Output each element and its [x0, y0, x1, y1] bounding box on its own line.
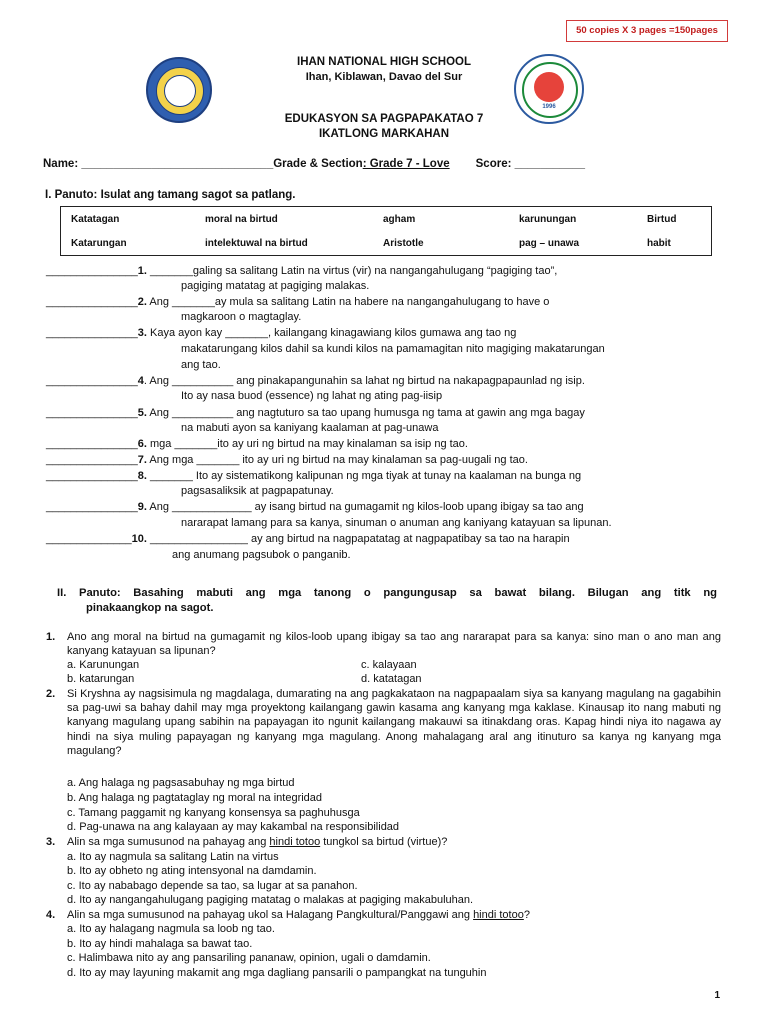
- word-bank-cell: agham: [383, 213, 416, 225]
- item-number: 9.: [137, 501, 147, 513]
- option-c[interactable]: c. Halimbawa nito ay ang pansariling pananaw, opinion, ugali o damdamin.: [67, 952, 431, 964]
- item-continuation: pagiging matatag at pagiging malakas.: [181, 280, 370, 292]
- item-text: mga _______ito ay uri ng birtud na may kinalaman sa isip ng tao.: [146, 438, 468, 450]
- school-address: Ihan, Kiblawan, Davao del Sur: [305, 71, 463, 83]
- option-c[interactable]: c. Ito ay nababago depende sa tao, sa lugar at sa panahon.: [67, 880, 358, 892]
- item-continuation: ang anumang pagsubok o panganib.: [172, 549, 351, 561]
- item-continuation: pagsasaliksik at pagpapatunay.: [181, 485, 334, 497]
- name-row: [43, 158, 585, 170]
- copies-note: 50 copies X 3 pages =150pages: [566, 20, 728, 42]
- fill-item-4: [46, 374, 585, 390]
- item-text: ________________ ay ang birtud na nagpapatatag at nagpapatibay sa tao na harapin: [146, 533, 570, 545]
- answer-blank[interactable]: _______________: [46, 501, 138, 513]
- fill-item-8: [46, 469, 581, 485]
- word-bank-cell: Katatagan: [71, 213, 120, 225]
- answer-blank[interactable]: _______________: [46, 407, 138, 419]
- item-number: 2.: [137, 296, 147, 308]
- score-field[interactable]: Score: ___________: [475, 158, 585, 170]
- page-number: 1: [714, 990, 720, 1001]
- fill-item-1: [46, 264, 557, 280]
- question-number: 2.: [46, 688, 56, 700]
- option-b[interactable]: b. Ito ay obheto ng ating intensyonal na damdamin.: [67, 865, 317, 877]
- answer-blank[interactable]: _______________: [46, 296, 138, 308]
- answer-blank[interactable]: _______________: [46, 327, 138, 339]
- fill-item-9: [46, 500, 584, 516]
- item-number: 1.: [137, 265, 147, 277]
- question-text: Ano ang moral na birtud na gumagamit ng kilos-loob upang ibigay sa tao ang nararapat para sa kanya: sino man o ano man ang kanyang katayuan sa lipunan?: [67, 631, 721, 658]
- item-text: . Ang __________ ang pinakapangunahin sa lahat ng birtud na nakapagpapaunlad ng isip.: [143, 375, 585, 387]
- option-a[interactable]: a. Ito ay nagmula sa salitang Latin na virtus: [67, 851, 279, 863]
- word-bank-row: [61, 207, 712, 232]
- fill-item-2: [46, 295, 549, 311]
- option-d[interactable]: d. Ito ay nangangahulugang pagiging matatag o malakas at pagiging makabuluhan.: [67, 894, 474, 906]
- fill-item-6: [46, 437, 468, 453]
- quarter-title: IKATLONG MARKAHAN: [318, 128, 450, 140]
- option-b[interactable]: b. Ito ay hindi mahalaga sa bawat tao.: [67, 938, 253, 950]
- option-d[interactable]: d. Pag-unawa na ang kalayaan ay may kakambal na responsibilidad: [67, 821, 400, 833]
- item-continuation: ang tao.: [181, 359, 221, 371]
- item-number: 7.: [137, 454, 147, 466]
- word-bank-cell: moral na birtud: [205, 213, 278, 225]
- grade-value: : Grade 7 - Love: [362, 158, 450, 170]
- word-bank-cell: habit: [647, 237, 671, 249]
- item-continuation: nararapat lamang para sa kanya, sinuman o anuman ang kaniyang katayuan sa lipunan.: [181, 517, 612, 529]
- word-bank-cell: intelektuwal na birtud: [205, 237, 308, 249]
- item-text: Ang _______ay mula sa salitang Latin na habere na nangangahulugang to have o: [146, 296, 550, 308]
- part2-title-line1: II. Panuto: Basahing mabuti ang mga tanong o pangungusap sa bawat bilang. Bilugan ang titk ng: [57, 587, 717, 599]
- option-d[interactable]: d. katatagan: [361, 673, 422, 685]
- answer-blank[interactable]: _______________: [46, 470, 138, 482]
- option-a[interactable]: a. Karunungan: [67, 659, 140, 671]
- item-continuation: makatarungang kilos dahil sa kundi kilos na pamamagitan nito magiging makatarungan: [181, 343, 605, 355]
- emphasis-not-true: hindi totoo: [269, 836, 321, 848]
- answer-blank[interactable]: _______________: [46, 375, 138, 387]
- option-c[interactable]: c. Tamang paggamit ng kanyang konsensya sa paghuhusga: [67, 807, 360, 819]
- option-a[interactable]: a. Ang halaga ng pagsasabuhay ng mga birtud: [67, 777, 295, 789]
- word-bank-cell: Aristotle: [383, 237, 424, 249]
- fill-item-5: [46, 406, 585, 422]
- word-bank-cell: Katarungan: [71, 237, 127, 249]
- name-field[interactable]: Name: ______________________________: [43, 158, 274, 170]
- item-number: 5.: [137, 407, 147, 419]
- answer-blank[interactable]: ______________: [46, 533, 132, 545]
- fill-item-3: [46, 326, 516, 342]
- option-b[interactable]: b. katarungan: [67, 673, 135, 685]
- word-bank-row: [61, 231, 712, 256]
- option-c[interactable]: c. kalayaan: [361, 659, 417, 671]
- item-text: Ang _____________ ay isang birtud na gumagamit ng kilos-loob upang ibigay sa tao ang: [146, 501, 584, 513]
- option-b[interactable]: b. Ang halaga ng pagtataglay ng moral na integridad: [67, 792, 323, 804]
- subject-title: EDUKASYON SA PAGPAPAKATAO 7: [284, 113, 484, 125]
- question-text: Si Kryshna ay nagsisimula ng magdalaga, dumarating na ang pagkakataon na nagpapaalam siya sa kanyang magulang na gagabihin sa pag-uwi sa bahay dahil may mga proyektong kailangang gawin kasama ang kanyang mga kaklase. Kinausap ito nang mabuti ng kanyang magulang upang sabihin na papayagan ito ngunit kailangang makauwi sa itinakdang oras. Kapag hindi niya ito nagawa ay hindi na siya muling papayagan ng kanyang mga magulang. Anong mahalagang aral ang itinuturo sa kanya ng kanyang mga magulang?: [67, 688, 721, 757]
- fill-item-10: [46, 532, 570, 548]
- item-number: 6.: [137, 438, 147, 450]
- emphasis-not-true: hindi totoo: [473, 909, 524, 921]
- question-number: 3.: [46, 836, 56, 848]
- item-text: _______ Ito ay sistematikong kalipunan ng mga tiyak at tunay na kaalaman na bunga ng: [146, 470, 582, 482]
- item-text: Ang __________ ang nagtuturo sa tao upang humusga ng tama at gawin ang mga bagay: [146, 407, 585, 419]
- item-text: Ang mga _______ ito ay uri ng birtud na may kinalaman sa pag-uugali ng tao.: [146, 454, 528, 466]
- part1-title: I. Panuto: Isulat ang tamang sagot sa patlang.: [45, 189, 296, 201]
- option-a[interactable]: a. Ito ay halagang nagmula sa loob ng tao.: [67, 923, 275, 935]
- item-number: 3.: [137, 327, 147, 339]
- grade-label: Grade & Section: [273, 158, 363, 170]
- item-continuation: magkaroon o magtaglay.: [181, 311, 302, 323]
- word-bank-cell: Birtud: [647, 213, 677, 225]
- seal-year: 1996: [542, 104, 556, 110]
- part2-title-line2: pinakaangkop na sagot.: [86, 602, 214, 614]
- item-text: Kaya ayon kay _______, kailangang kinagawiang kilos gumawa ang tao ng: [146, 327, 517, 339]
- item-text: _______galing sa salitang Latin na virtus (vir) na nangangahulugang “pagiging tao”,: [146, 265, 558, 277]
- fill-item-7: [46, 453, 528, 469]
- item-continuation: na mabuti ayon sa kaniyang kaalaman at pag-unawa: [181, 422, 439, 434]
- school-name: IHAN NATIONAL HIGH SCHOOL: [297, 56, 471, 68]
- item-number: 8.: [137, 470, 147, 482]
- item-continuation: Ito ay nasa buod (essence) ng lahat ng ating pag-iisip: [181, 390, 443, 402]
- question-text: Alin sa mga sumusunod na pahayag ang hindi totoo tungkol sa birtud (virtue)?: [67, 836, 448, 848]
- item-number: 4: [137, 375, 144, 387]
- word-bank-cell: karunungan: [519, 213, 577, 225]
- question-text: Alin sa mga sumusunod na pahayag ukol sa Halagang Pangkultural/Panggawi ang hindi totoo?: [67, 909, 530, 921]
- question-number: 4.: [46, 909, 56, 921]
- question-number: 1.: [46, 631, 56, 643]
- item-number: 10.: [131, 533, 147, 545]
- answer-blank[interactable]: _______________: [46, 454, 138, 466]
- answer-blank[interactable]: _______________: [46, 265, 138, 277]
- answer-blank[interactable]: _______________: [46, 438, 138, 450]
- word-bank-table: [60, 206, 712, 256]
- word-bank-cell: pag – unawa: [519, 237, 580, 249]
- option-d[interactable]: d. Ito ay may layuning makamit ang mga dagliang pansarili o pampangkat na tunguhin: [67, 967, 487, 979]
